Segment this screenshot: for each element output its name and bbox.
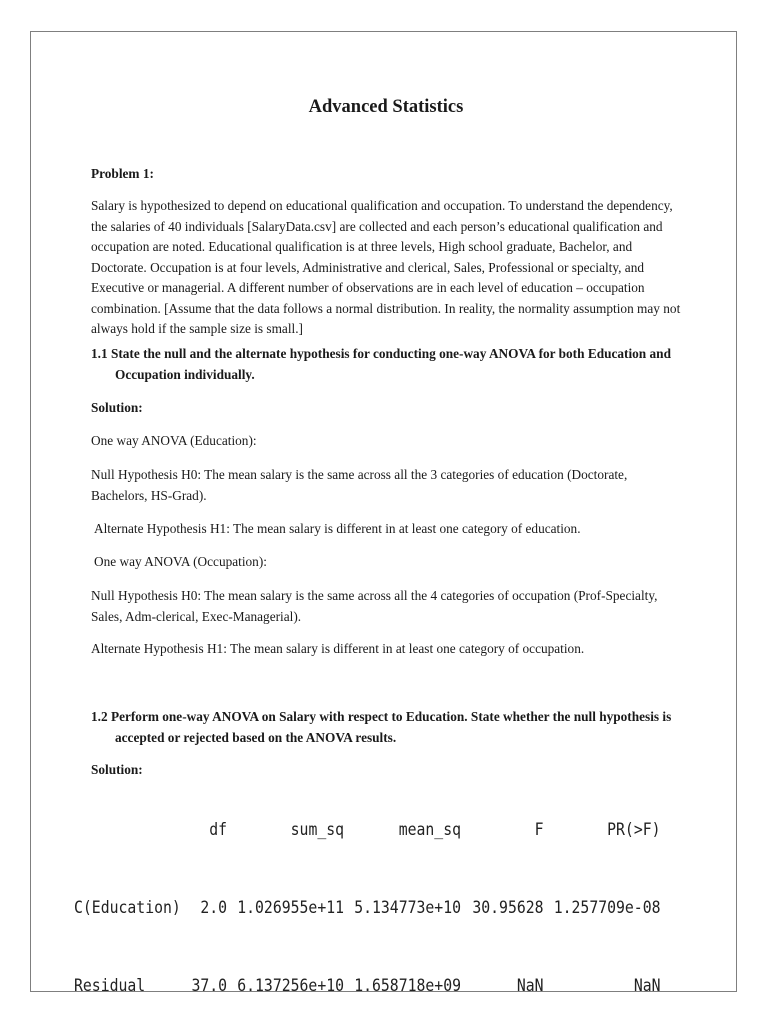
anova-cell: NaN [633,976,661,996]
alternate-hypothesis-occupation: Alternate Hypothesis H1: The mean salary is different in at least one category of occupation. [91,641,585,656]
alternate-hypothesis-education: Alternate Hypothesis H1: The mean salary is different in at least one category of education. [94,521,581,536]
anova-header-cell: F [534,820,544,840]
anova-cell: 1.026955e+11 [237,898,345,918]
anova-row-residual [74,973,661,999]
anova-cell: 37.0 [191,976,228,996]
anova-header-row [74,817,661,843]
intro-paragraph [91,166,681,336]
anova-education-heading: One way ANOVA (Education): [91,433,257,448]
solution-label-1: Solution: [91,400,143,415]
question-1-2: 1.2 Perform one-way ANOVA on Salary with respect to Education. State whether the null hypothesis is accepted or rejected based on the ANOVA results. [91,709,672,745]
anova-output-table [74,765,661,1025]
intro-text: Salary is hypothesized to depend on educational qualification and occupation. To understand the dependency, the salaries of 40 individuals [SalaryData.csv] are collected and each person’s educational qualification and occupation are noted. Educational qualification is at three levels, High school graduate, Bachelor, and Doctorate. Occupation is at four levels, Administrative and clerical, Sales, Professional or specialty, and Executive or managerial. A different number of observations are in each level of education – occupation combination. [Assume that the data follows a normal distribution. In reality, the normality assumption may not always hold if the sample size is small.] [91,198,681,336]
anova-cell: C(Education) [74,898,181,918]
anova-cell: Residual [74,976,146,996]
anova-header-cell: PR(>F) [607,820,661,840]
null-hypothesis-occupation: Null Hypothesis H0: The mean salary is the same across all the 4 categories of occupation (Prof-Specialty, Sales, Adm-clerical, Exec-Managerial). [91,588,658,624]
anova-cell: 1.257709e-08 [553,898,661,918]
problem-heading: Problem 1: [91,166,154,181]
anova-cell: NaN [516,976,544,996]
anova-header-cell: sum_sq [290,820,345,840]
question-1-1: 1.1 State the null and the alternate hypothesis for conducting one-way ANOVA for both Education and Occupation individually. [91,346,671,382]
anova-occupation-heading: One way ANOVA (Occupation): [94,554,267,569]
anova-header-cell: df [209,820,228,840]
document-title: Advanced Statistics [308,97,464,117]
anova-cell: 5.134773e+10 [354,898,461,918]
null-hypothesis-education: Null Hypothesis H0: The mean salary is the same across all the 3 categories of education (Doctorate, Bachelors, HS-Grad). [91,467,628,503]
anova-cell: 2.0 [200,898,228,918]
anova-cell: 6.137256e+10 [237,976,345,996]
solution-label-2: Solution: [91,762,143,777]
anova-cell: 30.95628 [472,898,544,918]
anova-row-education [74,895,661,921]
anova-cell: 1.658718e+09 [354,976,461,996]
anova-header-cell: mean_sq [398,820,461,840]
